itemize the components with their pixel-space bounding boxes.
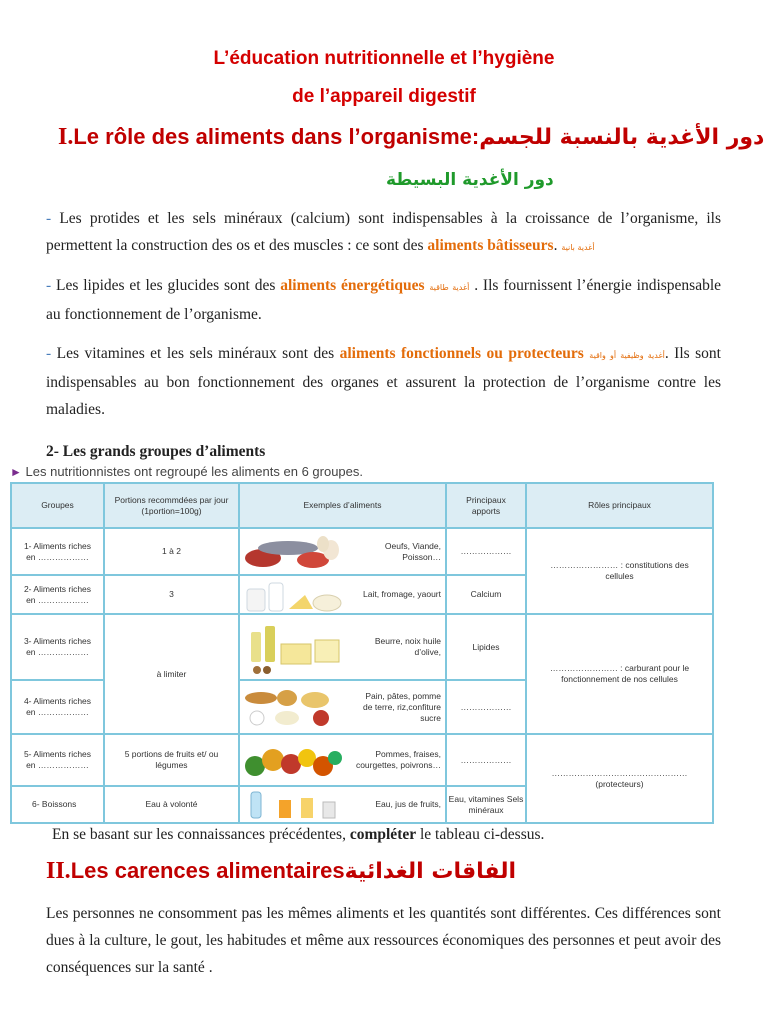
table-row-1-examples-text: Oeufs, Viande, Poisson… [384, 540, 441, 562]
table-intro [10, 464, 363, 479]
table-row-5-examples-text: Pommes, fraises, courgettes, poivrons… [355, 749, 441, 770]
highlight-term: aliments fonctionnels ou protecteurs [339, 345, 584, 362]
bullet-dash: - [46, 210, 52, 227]
table-row-5-apports: ……………… [447, 735, 525, 785]
arabic-gloss: أغدية طاقية [429, 283, 470, 292]
instruction-text: En se basant sur les connaissances précédentes, [52, 826, 350, 843]
table-row-5-examples [240, 735, 445, 785]
header-apports: Principaux apports [447, 484, 525, 527]
paragraph-text: . Ils sont indispensables au bon fonctionnement des organes et assurent la protection de l’organisme contre les maladies. [46, 345, 721, 418]
table-row-1-portion: 1 à 2 [105, 529, 238, 574]
triangle-bullet-icon: ► [10, 465, 22, 479]
table-row-4-examples [240, 681, 445, 733]
instruction-bold: compléter [349, 826, 417, 843]
arabic-gloss: أغدية وظيفية أو واقية [589, 351, 665, 360]
table-row-6-examples-text: Eau, jus de fruits, [375, 799, 441, 809]
table-row-4-examples-text: Pain, pâtes, pomme de terre, riz,confiture sucre [363, 690, 441, 723]
drinks-image [243, 790, 343, 820]
page-title-line1: L’éducation nutritionnelle et l’hygiène [213, 48, 555, 69]
table-row-1-examples [240, 529, 445, 574]
starches-sugars-image [243, 684, 343, 730]
section2-heading: 2- Les grands groupes d’aliments [46, 443, 266, 460]
header-roles: Rôles principaux [527, 484, 712, 527]
instruction-line [52, 826, 544, 844]
paragraph-text: Les vitamines et les sels minéraux sont des [51, 345, 340, 362]
dairy-products-image [243, 579, 343, 613]
table-row-1-group: 1- Aliments riches en ……………… [12, 529, 103, 574]
arabic-gloss: أغدية بانية [561, 243, 595, 252]
role-cell-1: …………………… : constitutions des cellules [527, 529, 712, 613]
instruction-text: le tableau ci-dessus. [416, 826, 545, 843]
paragraph-text: . Ils fournissent l’énergie indispensable au fonctionnement de l’organisme. [46, 277, 722, 323]
table-row-4-apports: ……………… [447, 681, 525, 733]
table-row-3-apports: Lipides [447, 615, 525, 679]
section1-heading [58, 124, 764, 151]
bullet-dash: - [46, 345, 52, 362]
final-paragraph: Les personnes ne consomment pas les mêmes aliments et les quantités sont différentes. Ces différences sont dues à la culture, le gout, les habitudes et même aux ressources économiques des personnes et peut avoir des conséquences sur la santé . [46, 905, 721, 976]
table-row-2-examples [240, 576, 445, 613]
bullet-dash: - [46, 277, 52, 294]
merged-portion-cell: à limiter [105, 615, 238, 733]
header-groupes: Groupes [12, 484, 103, 527]
section1-heading-text: Le rôle des aliments dans l’organisme: [73, 124, 480, 149]
section3-heading-text: Les carences alimentaires [70, 858, 345, 883]
section1-heading-arabic: دور الأغدية بالنسبة للجسم [479, 125, 765, 150]
highlight-term: aliments bâtisseurs [427, 237, 554, 254]
table-row-3-examples [240, 615, 445, 679]
section1-number: I. [58, 124, 74, 150]
table-row-2-group: 2- Aliments riches en ……………… [12, 576, 103, 613]
table-intro-text: Les nutritionnistes ont regroupé les aliments en 6 groupes. [25, 464, 363, 479]
table-row-6-portion: Eau à volonté [105, 787, 238, 822]
page-title-line2: de l’appareil digestif [292, 86, 476, 107]
table-row-2-apports: Calcium [447, 576, 525, 613]
table-row-3-group: 3- Aliments riches en ……………… [12, 615, 103, 679]
meat-fish-eggs-image [243, 532, 343, 572]
table-row-6-group: 6- Boissons [12, 787, 103, 822]
role-cell-2: …………………… : carburant pour le fonctionnement de nos cellules [527, 615, 712, 733]
paragraph-text: Les lipides et les glucides sont des [51, 277, 281, 294]
section1-subheading-arabic: دور الأغدية البسيطة [386, 170, 554, 190]
table-row-6-examples [240, 787, 445, 822]
table-row-2-portion: 3 [105, 576, 238, 613]
table-row-4-group: 4- Aliments riches en ……………… [12, 681, 103, 733]
paragraph-protectors [46, 340, 721, 423]
table-row-1-apports: ……………… [447, 529, 525, 574]
role-cell-3: ………………………………………… (protecteurs) [527, 735, 712, 822]
fats-oils-image [243, 618, 343, 676]
paragraph-text: . [553, 237, 558, 254]
table-row-6-apports: Eau, vitamines Sels minéraux [447, 787, 525, 822]
highlight-term: aliments énergétiques [280, 277, 425, 294]
fruits-vegetables-image [243, 738, 343, 782]
section3-heading-arabic: الفاقات الغدائية [344, 859, 517, 884]
food-groups-table [10, 482, 714, 824]
table-row-5-portion: 5 portions de fruits et/ ou légumes [105, 735, 238, 785]
header-exemples: Exemples d’aliments [240, 484, 445, 527]
section3-heading [46, 858, 516, 885]
paragraph-builders [46, 205, 721, 261]
paragraph-energy [46, 272, 721, 328]
section3-number: II. [46, 858, 71, 884]
paragraph-text: Les protides et les sels minéraux (calcium) sont indispensables à la croissance de l’organisme, ils permettent la construction des os et des muscles : ce sont des [46, 210, 721, 254]
header-portions: Portions recommdées par jour (1portion=100g) [105, 484, 238, 527]
table-row-3-examples-text: Beurre, noix huile d’olive, [374, 636, 441, 657]
table-row-2-examples-text: Lait, fromage, yaourt [363, 589, 441, 599]
table-row-5-group: 5- Aliments riches en ……………… [12, 735, 103, 785]
